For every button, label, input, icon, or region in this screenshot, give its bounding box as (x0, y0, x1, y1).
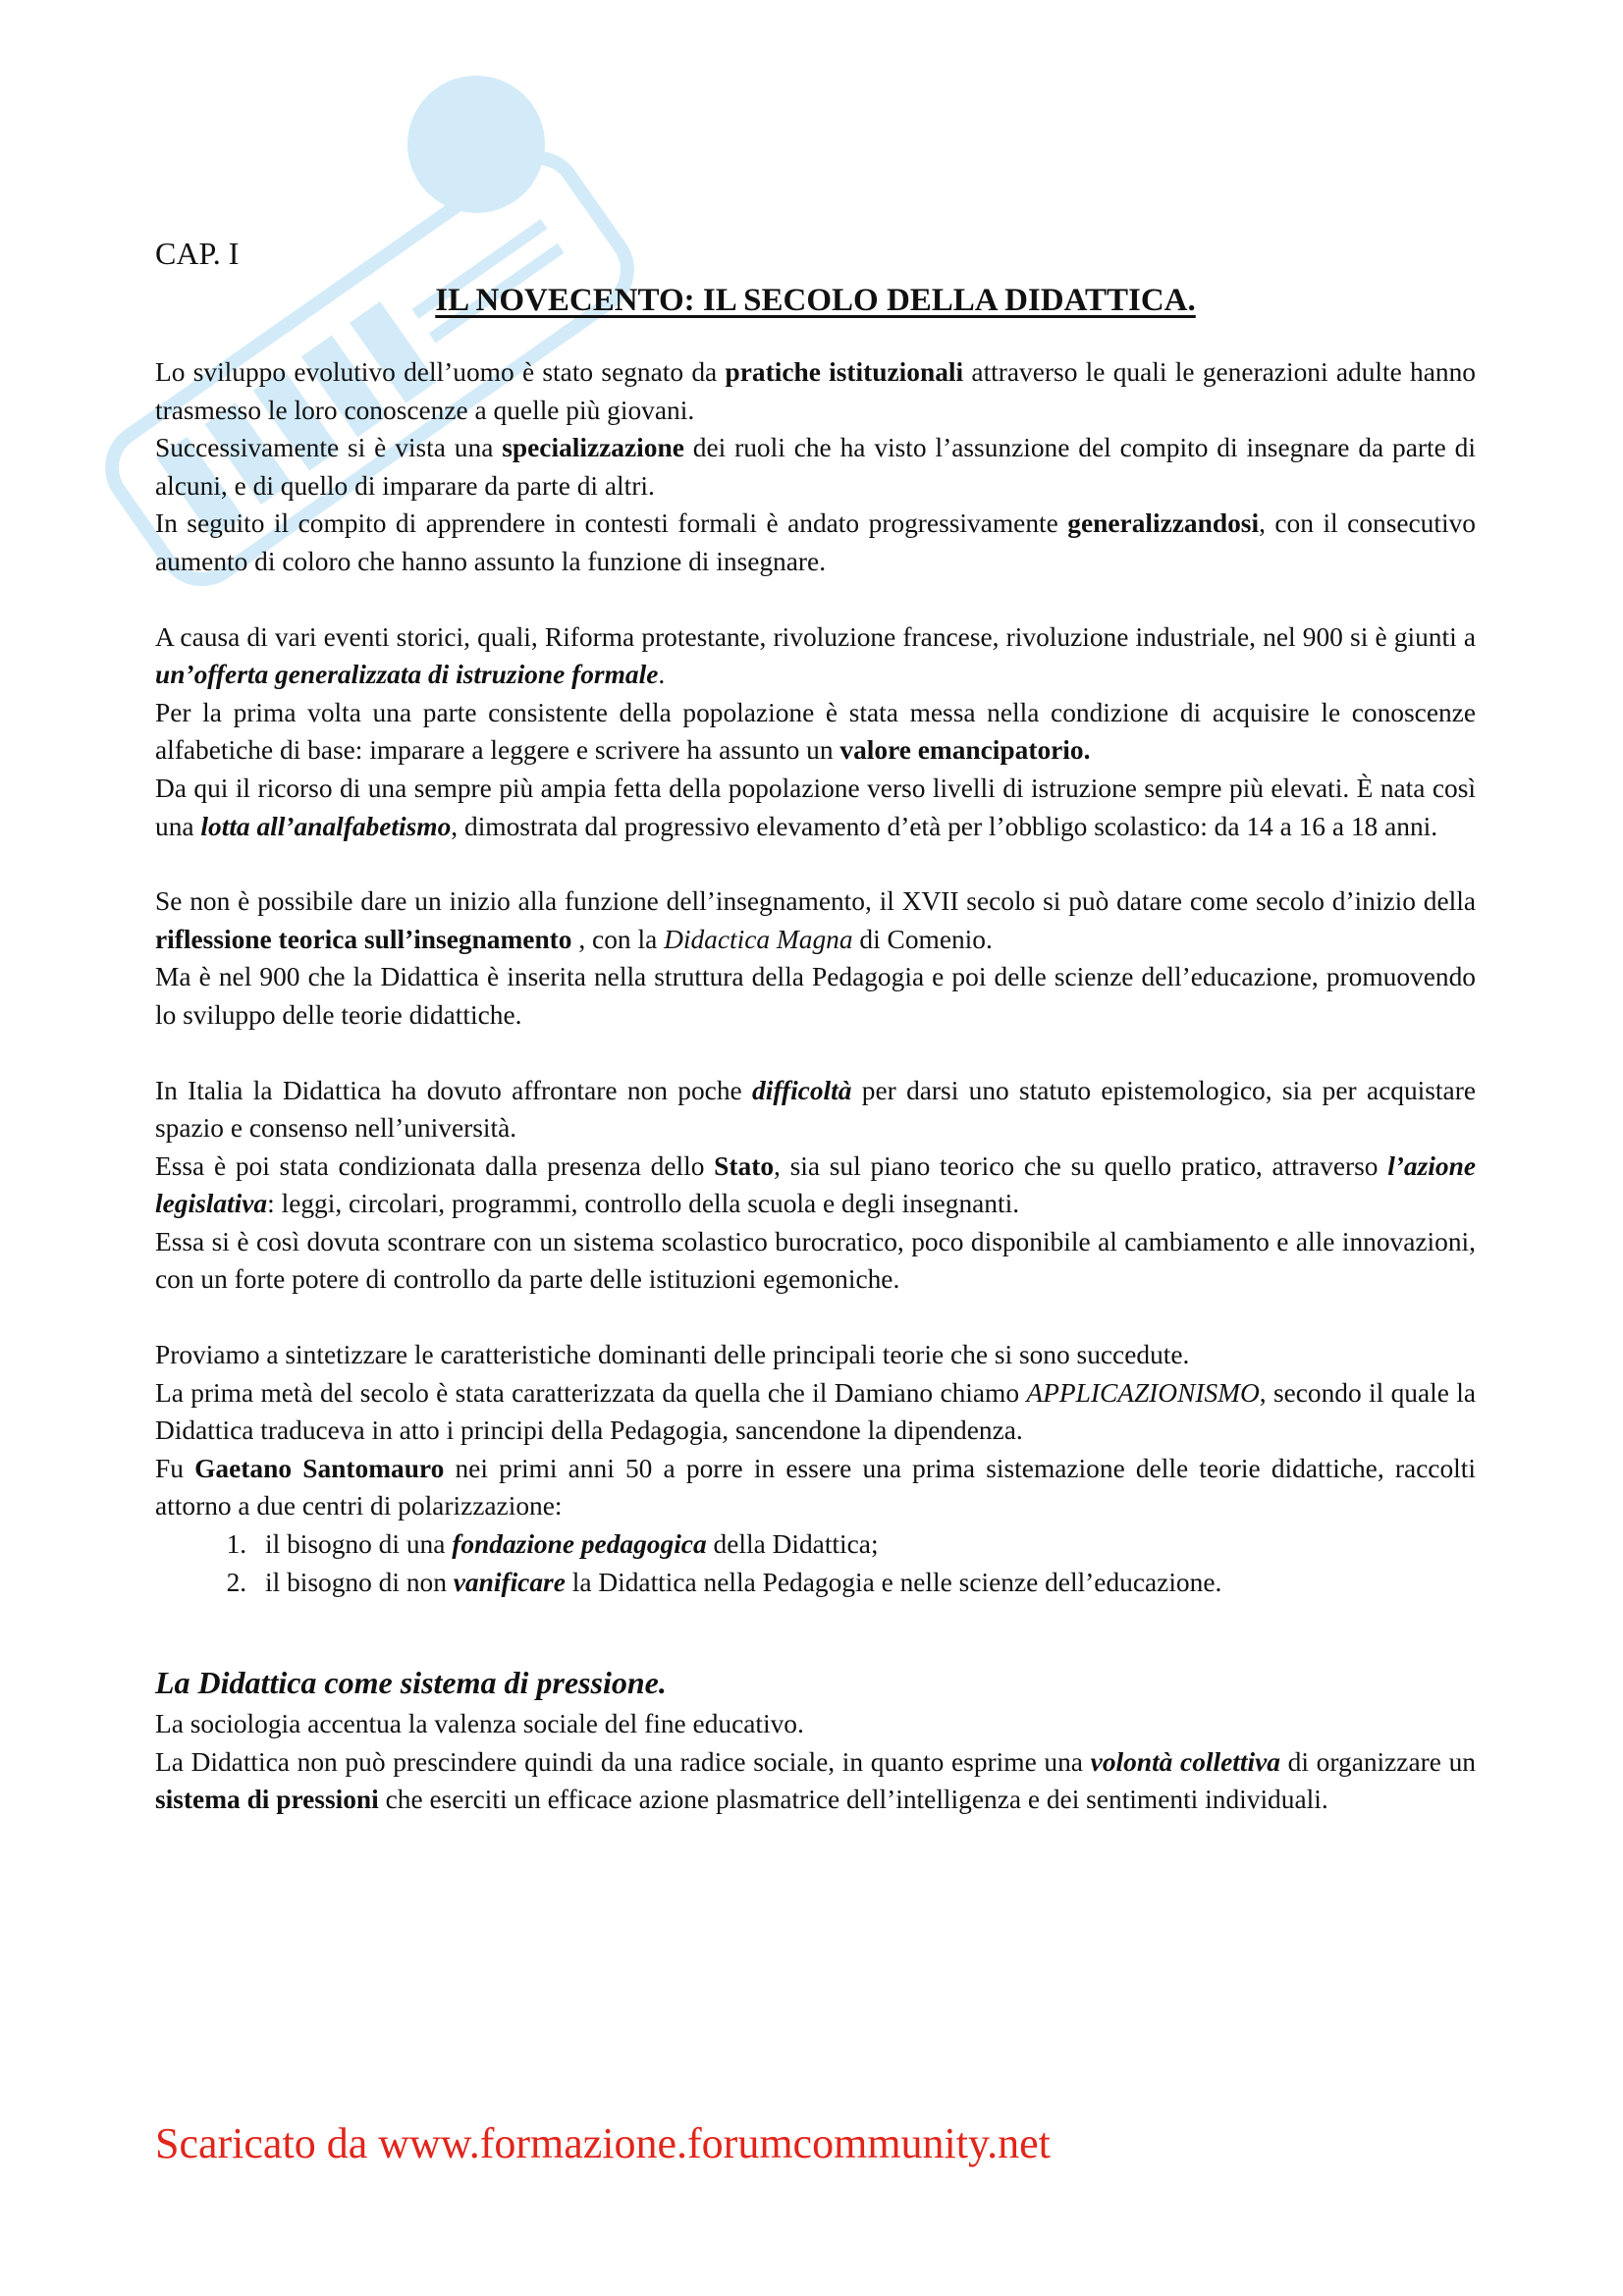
list-item: 2. il bisogno di non vanificare la Didattica nella Pedagogia e nelle scienze dell’educazione. (253, 1564, 1476, 1602)
paragraph: La prima metà del secolo è stata caratterizzata da quella che il Damiano chiamo APPLICAZIONISMO, secondo il quale la Didattica traduceva in atto i principi della Pedagogia, sancendone la dipendenza. (155, 1377, 1476, 1446)
paragraph: La Didattica non può prescindere quindi da una radice sociale, in quanto esprime una volontà collettiva di organizzare un sistema di pressioni che eserciti un efficace azione plasmatrice dell’intelligenza e dei sentimenti individuali. (155, 1746, 1476, 1815)
paragraph: Per la prima volta una parte consistente della popolazione è stata messa nella condizione di acquisire le conoscenze alfabetiche di base: imparare a leggere e scrivere ha assunto un valore emancipatorio. (155, 697, 1476, 766)
chapter-title: IL NOVECENTO: IL SECOLO DELLA DIDATTICA. (435, 283, 1196, 318)
section-heading: La Didattica come sistema di pressione. (155, 1665, 667, 1701)
paragraph: Lo sviluppo evolutivo dell’uomo è stato segnato da pratiche istituzionali attraverso le quali le generazioni adulte hanno trasmesso le loro conoscenze a quelle più giovani. (155, 357, 1476, 425)
paragraph: Da qui il ricorso di una sempre più ampia fetta della popolazione verso livelli di istruzione sempre più elevati. È nata così una lotta all’analfabetismo, dimostrata dal progressivo elevamento d’età per l’obbligo scolastico: da 14 a 16 a 18 anni. (155, 773, 1476, 841)
document-content (155, 232, 1476, 1819)
paragraph: In Italia la Didattica ha dovuto affrontare non poche difficoltà per darsi uno statuto epistemologico, sia per acquistare spazio e consenso nell’università. (155, 1075, 1476, 1144)
paragraph: A causa di vari eventi storici, quali, Riforma protestante, rivoluzione francese, rivoluzione industriale, nel 900 si è giunti a un’offerta generalizzata di istruzione formale. (155, 621, 1476, 690)
numbered-list (155, 1525, 1476, 1601)
paragraph: Proviamo a sintetizzare le caratteristiche dominanti delle principali teorie che si sono succedute. (155, 1340, 1190, 1370)
chapter-label: CAP. I (155, 236, 240, 271)
paragraph: Successivamente si è vista una specializzazione dei ruoli che ha visto l’assunzione del compito di insegnare da parte di alcuni, e di quello di imparare da parte di altri. (155, 433, 1476, 501)
paragraph: La sociologia accentua la valenza sociale del fine educativo. (155, 1709, 804, 1739)
list-item: 1. il bisogno di una fondazione pedagogica della Didattica; (253, 1525, 1476, 1564)
paragraph: Fu Gaetano Santomauro nei primi anni 50 a porre in essere una prima sistemazione delle teorie didattiche, raccolti attorno a due centri di polarizzazione: (155, 1453, 1476, 1522)
paragraph: Essa si è così dovuta scontrare con un sistema scolastico burocratico, poco disponibile al cambiamento e alle innovazioni, con un forte potere di controllo da parte delle istituzioni egemoniche. (155, 1226, 1476, 1295)
download-footer: Scaricato da www.formazione.forumcommunity.net (155, 2119, 1051, 2167)
paragraph: Se non è possibile dare un inizio alla funzione dell’insegnamento, il XVII secolo si può datare come secolo d’inizio della riflessione teorica sull’insegnamento , con la Didactica Magna di Comenio. (155, 886, 1476, 954)
paragraph: Essa è poi stata condizionata dalla presenza dello Stato, sia sul piano teorico che su quello pratico, attraverso l’azione legislativa: leggi, circolari, programmi, controllo della scuola e degli insegnanti. (155, 1150, 1476, 1219)
paragraph: In seguito il compito di apprendere in contesti formali è andato progressivamente generalizzandosi, con il consecutivo aumento di coloro che hanno assunto la funzione di insegnare. (155, 508, 1476, 576)
paragraph: Ma è nel 900 che la Didattica è inserita nella struttura della Pedagogia e poi delle scienze dell’educazione, promuovendo lo sviluppo delle teorie didattiche. (155, 962, 1476, 1030)
